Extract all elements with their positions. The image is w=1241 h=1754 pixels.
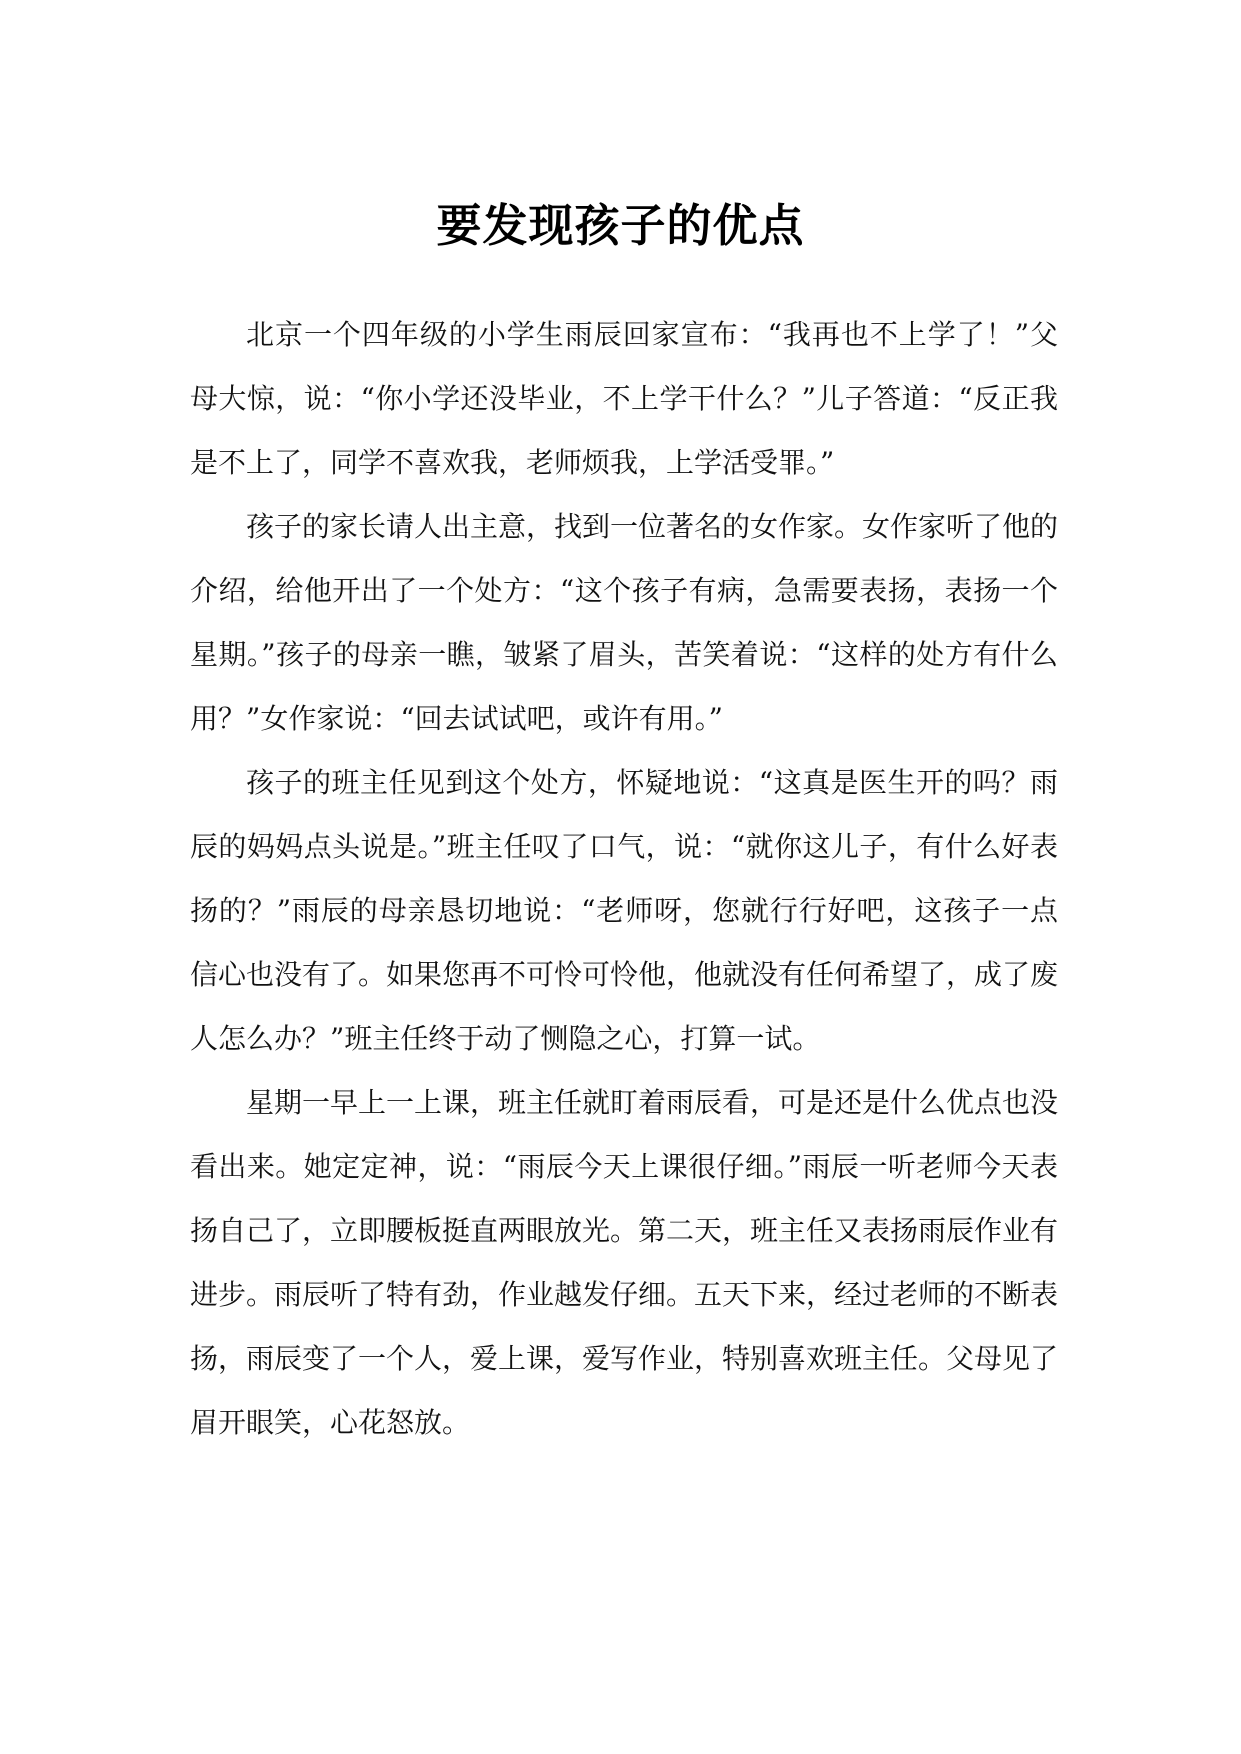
paragraph-2: 孩子的家长请人出主意，找到一位著名的女作家。女作家听了他的介绍，给他开出了一个处方：“这个孩子有病，急需要表扬，表扬一个星期。”孩子的母亲一瞧，皱紧了眉头，苦笑着说：“这样的处方有什么用？”女作家说：“回去试试吧，或许有用。” <box>190 510 1059 735</box>
paragraph-1: 北京一个四年级的小学生雨辰回家宣布：“我再也不上学了！”父母大惊，说：“你小学还没毕业，不上学干什么？”儿子答道：“反正我是不上了，同学不喜欢我，老师烦我，上学活受罪。” <box>190 318 1058 479</box>
paragraph-3: 孩子的班主任见到这个处方，怀疑地说：“这真是医生开的吗？雨辰的妈妈点头说是。”班主任叹了口气，说：“就你这儿子，有什么好表扬的？”雨辰的母亲恳切地说：“老师呀，您就行行好吧，这孩子一点信心也没有了。如果您再不可怜可怜他，他就没有任何希望了，成了废人怎么办？”班主任终于动了恻隐之心，打算一试。 <box>190 766 1059 1055</box>
document-body <box>190 303 1058 1455</box>
paragraph-4: 星期一早上一上课，班主任就盯着雨辰看，可是还是什么优点也没看出来。她定定神，说：“雨辰今天上课很仔细。”雨辰一听老师今天表扬自己了，立即腰板挺直两眼放光。第二天，班主任又表扬雨辰作业有进步。雨辰听了特有劲，作业越发仔细。五天下来，经过老师的不断表扬，雨辰变了一个人，爱上课，爱写作业，特别喜欢班主任。父母见了眉开眼笑，心花怒放。 <box>190 1086 1059 1439</box>
document-title: 要发现孩子的优点 <box>436 199 805 252</box>
